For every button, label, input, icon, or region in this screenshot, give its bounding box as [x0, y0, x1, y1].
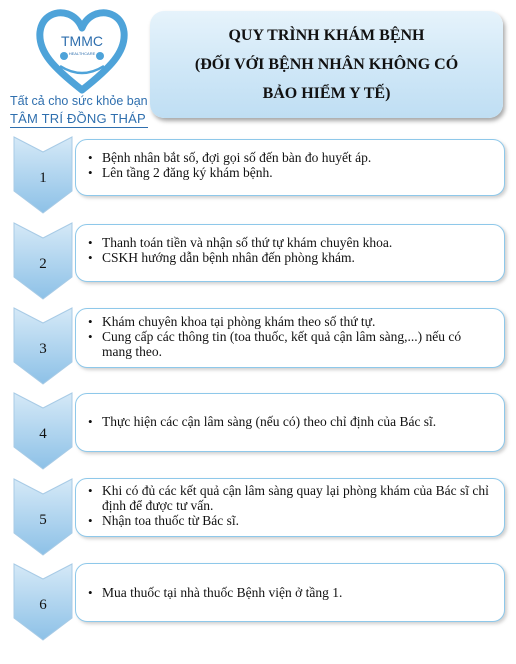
step-5-item-2: • Nhận toa thuốc từ Bác sĩ.: [102, 513, 494, 528]
step-2-item-2: • CSKH hướng dẫn bệnh nhân đến phòng khám.: [102, 250, 494, 265]
tagline: Tất cả cho sức khỏe bạn: [10, 94, 148, 108]
step-1-box: [75, 139, 505, 196]
step-6-box: [75, 563, 505, 622]
logo-text: TMMC: [61, 33, 103, 49]
step-1-item-2: • Lên tầng 2 đăng ký khám bệnh.: [102, 165, 494, 180]
step-5-chevron: [12, 478, 74, 556]
brand-name: TÂM TRÍ ĐỒNG THÁP: [10, 111, 148, 128]
step-3-box: [75, 308, 505, 368]
step-1-chevron: [12, 136, 74, 214]
step-6-item-1: • Mua thuốc tại nhà thuốc Bệnh viện ở tầng 1.: [102, 585, 494, 600]
title-line-3: BẢO HIỂM Y TẾ): [262, 85, 391, 102]
step-1-number: 1: [39, 170, 47, 186]
step-5-box: [75, 478, 505, 537]
step-3-number: 3: [39, 341, 47, 357]
logo-small-text: HEALTHCARE: [68, 51, 96, 56]
step-4-chevron: [12, 392, 74, 470]
step-2-number: 2: [39, 256, 47, 272]
step-4-box: [75, 393, 505, 452]
step-3-item-2: • Cung cấp các thông tin (toa thuốc, kết quả cận lâm sàng,...) nếu có mang theo.: [102, 329, 494, 359]
title-line-2: (ĐỐI VỚI BỆNH NHÂN KHÔNG CÓ: [194, 56, 459, 73]
step-4-number: 4: [39, 426, 47, 442]
step-2-box: [75, 224, 505, 282]
step-2-item-1: • Thanh toán tiền và nhận số thứ tự khám chuyên khoa.: [102, 235, 494, 250]
step-3-item-1: • Khám chuyên khoa tại phòng khám theo số thứ tự.: [102, 314, 494, 329]
title-line-1: QUY TRÌNH KHÁM BỆNH: [228, 27, 425, 44]
title-box: [150, 11, 503, 118]
step-5-number: 5: [39, 512, 47, 528]
step-3-chevron: [12, 307, 74, 385]
step-6-chevron: [12, 563, 74, 641]
step-1-item-1: • Bệnh nhân bắt số, đợi gọi số đến bàn đo huyết áp.: [102, 150, 494, 165]
step-2-chevron: [12, 222, 74, 300]
step-4-item-1: • Thực hiện các cận lâm sàng (nếu có) theo chỉ định của Bác sĩ.: [102, 414, 494, 429]
step-6-number: 6: [39, 597, 47, 613]
step-5-item-1: • Khi có đủ các kết quả cận lâm sàng quay lại phòng khám của Bác sĩ chỉ định để được tư vấn.: [102, 483, 494, 513]
heart-logo-icon: [34, 6, 130, 96]
